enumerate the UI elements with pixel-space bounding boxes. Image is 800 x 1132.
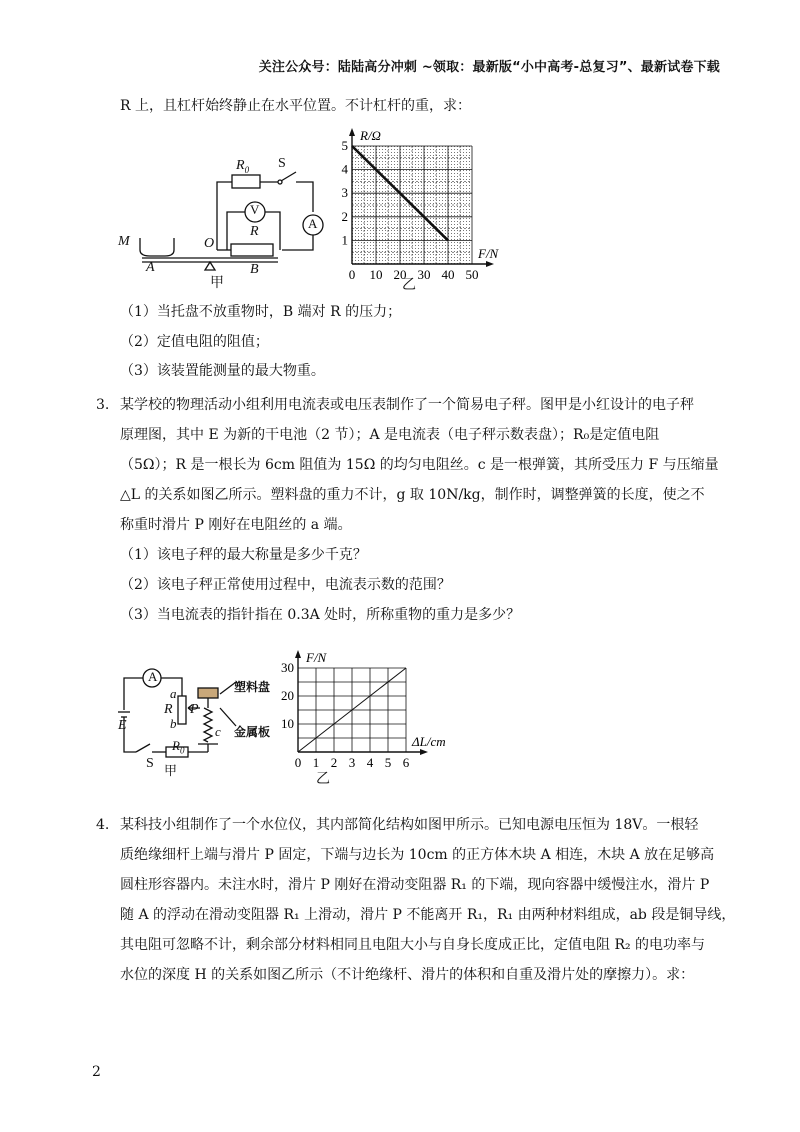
p3-label-E: E (118, 718, 127, 733)
chart-x-tick-label: 10 (369, 267, 383, 282)
p3-label-a: a (170, 686, 177, 701)
page-number: 2 (92, 1064, 101, 1080)
chart-x-tick-label: 20 (393, 267, 407, 282)
p3-label-R0: $R_0$ (172, 738, 185, 756)
problem4-number: 4. (96, 817, 110, 833)
page-header: 关注公众号：陆陆高分冲刺 ~领取：最新版“小中高考-总复习”、最新试卷下载 (258, 60, 720, 75)
p3-question-2: （2）该电子秤正常使用过程中，电流表示数的范围？ (120, 577, 451, 593)
chart-y-tick-label: 4 (341, 161, 348, 177)
p3-question-3: （3）当电流表的指针指在 0.3A 处时，所称重物的重力是多少？ (120, 607, 521, 623)
p4-line-1: 某科技小组制作了一个水位仪，其内部简化结构如图甲所示。已知电源电压恒为 18V。一根轻 (120, 817, 699, 833)
p3-label-S: S (146, 756, 154, 771)
p3-label-plastic-pan: 塑料盘 (234, 680, 271, 694)
chart-x-tick-label: 0 (294, 755, 302, 770)
chart-x-axis-label: ΔL/cm (412, 734, 446, 749)
p2-circuit-figure (110, 150, 340, 290)
chart-y-tick-label: 20 (281, 688, 294, 703)
chart-y-tick-label: 2 (341, 208, 348, 224)
problem2-intro: R 上，且杠杆始终静止在水平位置。不计杠杆的重，求： (120, 98, 471, 114)
chart-x-axis-arrow (486, 261, 494, 267)
p2-question-2: （2）定值电阻的阻值； (120, 334, 269, 350)
chart-y-axis-label: R/Ω (360, 128, 381, 143)
chart-y-tick-label: 1 (341, 232, 348, 248)
p3-chart-title: 乙 (316, 772, 330, 787)
p2-chart-title: 乙 (402, 278, 416, 293)
p3-label-metal-plate: 金属板 (234, 725, 271, 739)
p4-line-5: 其电阻可忽略不计，剩余部分材料相同且电阻大小与自身长度成正比，定值电阻 R₂ 的电功率与 (120, 937, 706, 953)
p3-line-3: （5Ω）；R 是一根长为 6cm 阻值为 15Ω 的均匀电阻丝。c 是一根弹簧，其所受压力 F 与压缩量 (120, 457, 719, 473)
chart-x-tick-label: 0 (348, 267, 356, 282)
chart-y-axis-arrow (349, 128, 355, 136)
p2-label-B: B (250, 262, 259, 277)
problem3-number: 3. (96, 397, 110, 413)
p2-label-R: R (250, 224, 259, 239)
p4-line-4: 随 A 的浮动在滑动变阻器 R₁ 上滑动，滑片 P 不能离开 R₁，R₁ 由两种材料组成，ab 段是铜导线， (120, 907, 736, 923)
chart-x-tick-label: 1 (312, 755, 320, 770)
p2-label-A: A (146, 260, 155, 275)
p3-label-A: A (148, 669, 158, 684)
p3-figure-label-jia: 甲 (164, 763, 178, 778)
chart-y-axis-label: F/N (306, 650, 327, 665)
p3-label-R: R (164, 702, 173, 717)
p2-question-1: （1）当托盘不放重物时，B 端对 R 的压力； (120, 304, 402, 320)
p3-line-2: 原理图，其中 E 为新的干电池（2 节）；A 是电流表（电子秤示数表盘）；R₀是定值电阻 (120, 427, 660, 443)
chart-x-axis-label: F/N (478, 246, 499, 261)
chart-x-tick-label: 30 (417, 267, 431, 282)
chart-y-axis-arrow (295, 650, 301, 658)
p2-label-R0: $R_0$ (236, 158, 250, 175)
chart-y-tick-label: 5 (341, 138, 348, 153)
p4-line-3: 圆柱形容器内。未注水时，滑片 P 刚好在滑动变阻器 R₁ 的下端，现向容器中缓慢注水，滑片 P (120, 877, 710, 893)
p3-line-5: 称重时滑片 P 刚好在电阻丝的 a 端。 (120, 517, 352, 533)
p2-label-A-meter: A (308, 216, 318, 231)
p2-label-O: O (204, 236, 215, 251)
p2-label-S: S (278, 156, 286, 171)
p2-label-V: V (250, 202, 260, 217)
p2-chart-r-vs-f (328, 122, 518, 292)
chart-y-tick-label: 30 (281, 660, 294, 675)
chart-x-tick-label: 6 (402, 755, 410, 770)
chart-x-tick-label: 4 (366, 755, 374, 770)
chart-x-tick-label: 50 (465, 267, 479, 282)
chart-x-tick-label: 5 (384, 755, 392, 770)
p2-figure-label-jia: 甲 (210, 276, 224, 291)
chart-y-tick-label: 3 (341, 185, 348, 201)
p2-label-M: M (118, 234, 130, 249)
p3-question-1: （1）该电子秤的最大称量是多少千克？ (120, 547, 367, 563)
chart-x-tick-label: 3 (348, 755, 356, 770)
p3-line-1: 某学校的物理活动小组利用电流表或电压表制作了一个简易电子秤。图甲是小红设计的电子秤 (120, 397, 694, 413)
p4-line-2: 质绝缘细杆上端与滑片 P 固定，下端与边长为 10cm 的正方体木块 A 相连，木块 A 放在足够高 (120, 847, 715, 863)
p2-question-3: （3）该装置能测量的最大物重。 (120, 363, 325, 379)
p3-label-c: c (215, 724, 221, 739)
chart-x-axis-arrow (420, 749, 428, 755)
p3-line-4: △L 的关系如图乙所示。塑料盘的重力不计，g 取 10N/kg，制作时，调整弹簧的长度，使之不 (120, 487, 705, 503)
p4-line-6: 水位的深度 H 的关系如图乙所示（不计绝缘杆、滑片的体积和自重及滑片处的摩擦力）。求： (120, 967, 695, 983)
p3-chart-f-vs-dl (272, 640, 472, 780)
p3-label-P: P (190, 702, 199, 717)
chart-y-tick-label: 10 (281, 716, 294, 731)
p3-label-b: b (170, 716, 177, 731)
chart-x-tick-label: 2 (330, 755, 338, 770)
chart-x-tick-label: 40 (441, 267, 455, 282)
